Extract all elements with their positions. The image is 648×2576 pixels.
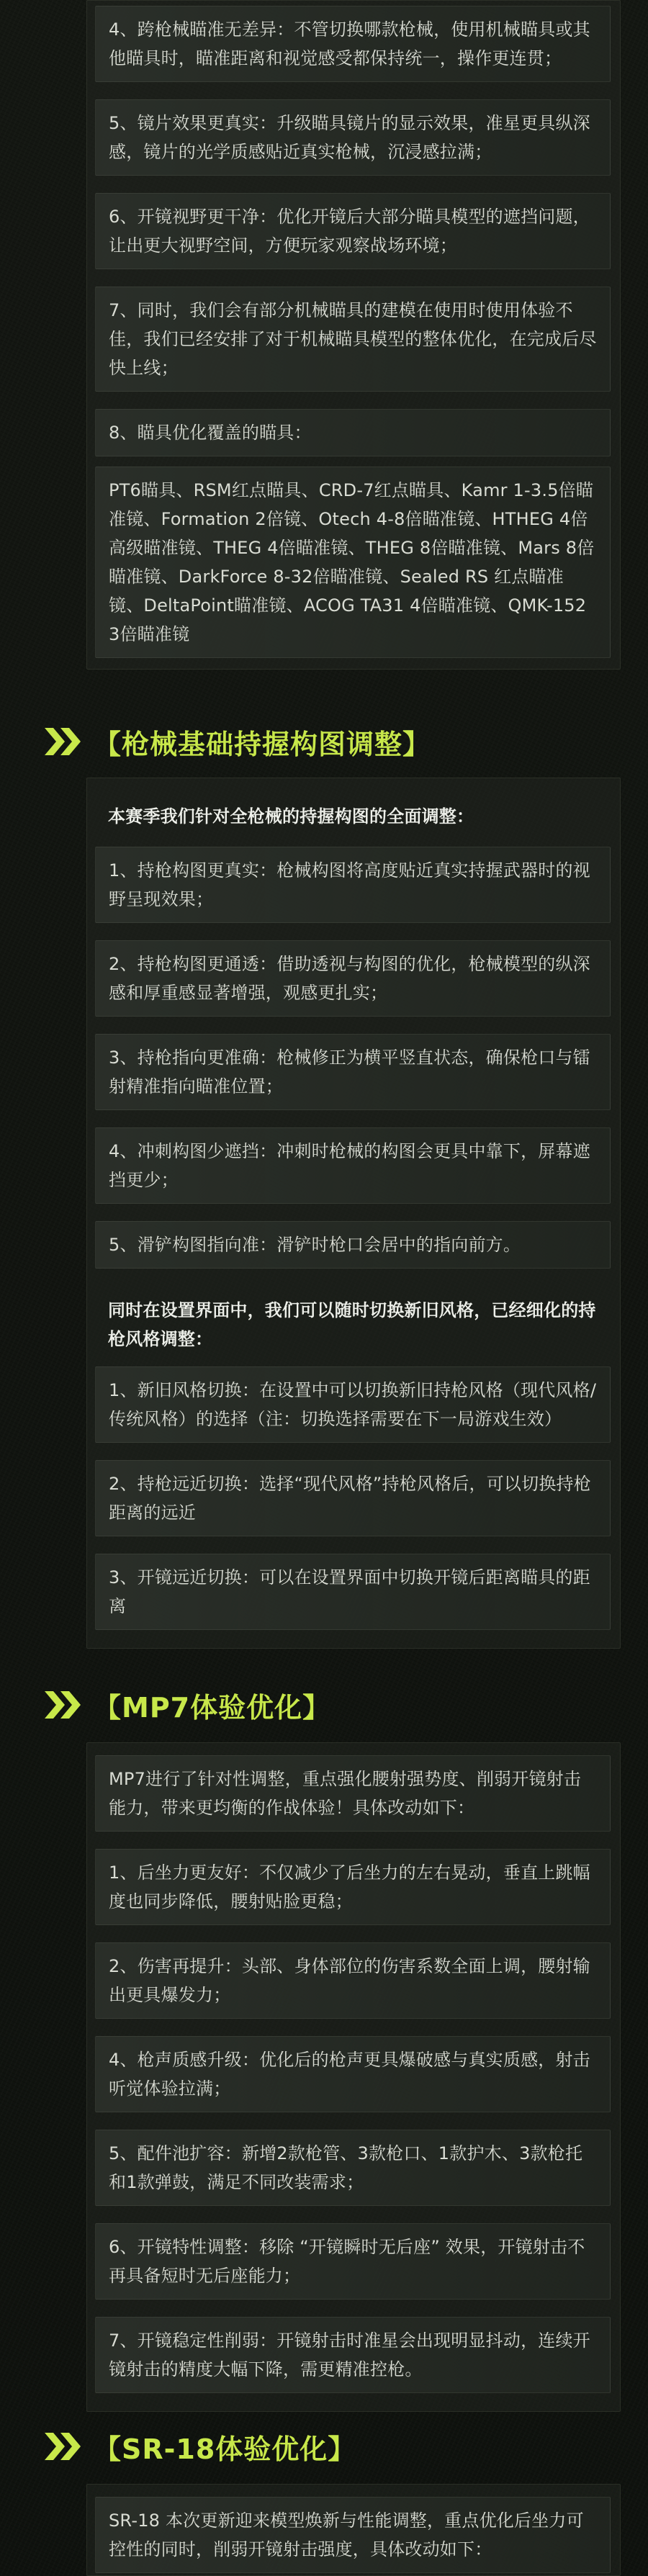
list-item: 2、持枪远近切换：选择“现代风格”持枪风格后，可以切换持枪距离的远近 xyxy=(95,1460,611,1536)
list-item: 8、瞄具优化覆盖的瞄具： xyxy=(95,409,611,456)
list-item: 6、开镜特性调整：移除 “开镜瞬时无后座” 效果，开镜射击不再具备短时无后座能力； xyxy=(95,2223,611,2300)
list-item: 5、滑铲构图指向准：滑铲时枪口会居中的指向前方。 xyxy=(95,1221,611,1269)
list-item: 5、配件池扩容：新增2款枪管、3款枪口、1款护木、3款枪托和1款弹鼓，满足不同改装需求； xyxy=(95,2130,611,2206)
list-item: 7、开镜稳定性削弱：开镜射击时准星会出现明显抖动，连续开镜射击的精度大幅下降，需更精准控枪。 xyxy=(95,2317,611,2393)
list-item: 3、开镜远近切换：可以在设置界面中切换开镜后距离瞄具的距离 xyxy=(95,1554,611,1630)
double-chevron-icon xyxy=(43,724,89,760)
section-title: 【SR-18体验优化】 xyxy=(94,2433,356,2465)
section-intro: 同时在设置界面中，我们可以随时切换新旧风格，已经细化的持枪风格调整： xyxy=(108,1300,596,1349)
list-item: 7、同时，我们会有部分机械瞄具的建模在使用时使用体验不佳，我们已经安排了对于机械瞄具模型的整体优化，在完成后尽快上线； xyxy=(95,287,611,392)
section-title: 【枪械基础持握构图调整】 xyxy=(94,728,431,760)
section-intro: 本赛季我们针对全枪械的持握构图的全面调整： xyxy=(108,806,474,827)
list-item: 4、枪声质感升级：优化后的枪声更具爆破感与真实质感，射击听觉体验拉满； xyxy=(95,2036,611,2112)
list-item: 2、伤害再提升：头部、身体部位的伤害系数全面上调，腰射输出更具爆发力； xyxy=(95,1942,611,2019)
list-item: 2、持枪构图更通透：借助透视与构图的优化，枪械模型的纵深感和厚重感显著增强，观感更扎实； xyxy=(95,940,611,1017)
section-heading xyxy=(43,2425,356,2468)
list-item: 4、冲刺构图少遮挡：冲刺时枪械的构图会更具中靠下，屏幕遮挡更少； xyxy=(95,1127,611,1204)
list-item: 5、镜片效果更真实：升级瞄具镜片的显示效果，准星更具纵深感，镜片的光学质感贴近真实枪械，沉浸感拉满； xyxy=(95,99,611,176)
list-item: MP7进行了针对性调整，重点强化腰射强势度、削弱开镜射击能力，带来更均衡的作战体验！具体改动如下： xyxy=(95,1755,611,1832)
section-title: 【MP7体验优化】 xyxy=(94,1691,331,1724)
double-chevron-icon xyxy=(43,1687,89,1723)
list-item: 4、跨枪械瞄准无差异：不管切换哪款枪械，使用机械瞄具或其他瞄具时，瞄准距离和视觉感受都保持统一，操作更连贯； xyxy=(95,6,611,82)
list-item: 3、持枪指向更准确：枪械修正为横平竖直状态，确保枪口与镭射精准指向瞄准位置； xyxy=(95,1034,611,1110)
section-heading xyxy=(43,1683,330,1726)
list-item: SR-18 本次更新迎来模型焕新与性能调整，重点优化后坐力可控性的同时，削弱开镜射击强度，具体改动如下： xyxy=(95,2497,611,2573)
list-item: 1、持枪构图更真实：枪械构图将高度贴近真实持握武器时的视野呈现效果； xyxy=(95,847,611,923)
list-item: 6、开镜视野更干净：优化开镜后大部分瞄具模型的遮挡问题，让出更大视野空间，方便玩家观察战场环境； xyxy=(95,193,611,269)
list-item: 1、后坐力更友好：不仅减少了后坐力的左右晃动，垂直上跳幅度也同步降低，腰射贴脸更稳； xyxy=(95,1849,611,1925)
list-item: PT6瞄具、RSM红点瞄具、CRD-7红点瞄具、Kamr 1-3.5倍瞄准镜、Formation 2倍镜、Otech 4-8倍瞄准镜、HTHEG 4倍高级瞄准镜、THEG 4倍瞄准镜、THEG 8倍瞄准镜、Mars 8倍瞄准镜、DarkForce 8-32倍瞄准镜、Sealed RS 红点瞄准镜、DeltaPoint瞄准镜、ACOG TA31 4倍瞄准镜、QMK-152 3倍瞄准镜 xyxy=(95,467,611,658)
double-chevron-icon xyxy=(43,2428,89,2464)
list-item: 1、新旧风格切换：在设置中可以切换新旧持枪风格（现代风格/传统风格）的选择（注：切换选择需要在下一局游戏生效） xyxy=(95,1366,611,1443)
section-heading xyxy=(43,720,431,763)
